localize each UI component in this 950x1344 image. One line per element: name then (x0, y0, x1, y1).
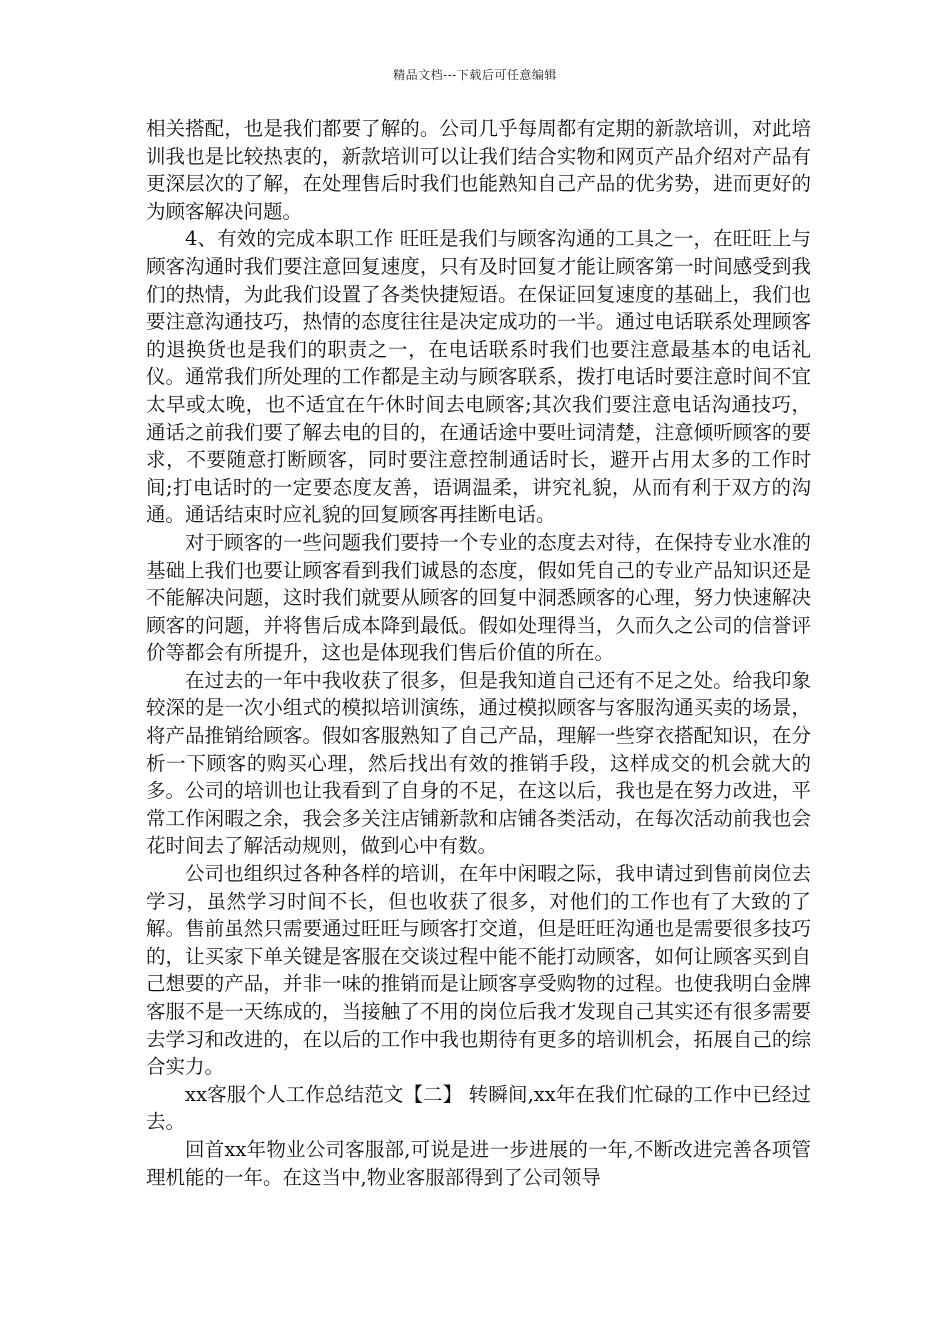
section-heading-paragraph: xx客服个人工作总结范文【二】 转瞬间,xx年在我们忙碌的工作中已经过去。 (146, 1082, 811, 1134)
paragraph-5: 公司也组织过各种各样的培训，在年中闲暇之际，我申请过到售前岗位去学习，虽然学习时间不长，但也收获了很多，对他们的工作也有了大致的了解。售前虽然只需要通过旺旺与顾客打交道，但是旺旺沟通也是需要很多技巧的，让买家下单关键是客服在交谈过程中能不能打动顾客，如何让顾客买到自己想要的产品，并非一味的推销而是让顾客享受购物的过程。也使我明白金牌客服不是一天练成的，当接触了不用的岗位后我才发现自己其实还有很多需要去学习和改进的，在以后的工作中我也期待有更多的培训机会，拓展自己的综合实力。 (146, 862, 811, 1079)
paragraph-7: 回首xx年物业公司客服部,可说是进一步进展的一年,不断改进完善各项管理机能的一年。在这当中,物业客服部得到了公司领导 (146, 1137, 811, 1189)
paragraph-2: 4、有效的完成本职工作 旺旺是我们与顾客沟通的工具之一，在旺旺上与顾客沟通时我们要注意回复速度，只有及时回复才能让顾客第一时间感受到我们的热情，为此我们设置了各类快捷短语。在保证回复速度的基础上，我们也要注意沟通技巧，热情的态度往往是决定成功的一半。通过电话联系处理顾客的退换货也是我们的职责之一，在电话联系时我们也要注意最基本的电话礼仪。通常我们所处理的工作都是主动与顾客联系，拨打电话时要注意时间不宜太早或太晚，也不适宜在午休时间去电顾客;其次我们要注意电话沟通技巧，通话之前我们要了解去电的目的，在通话途中要吐词清楚，注意倾听顾客的要求，不要随意打断顾客，同时要注意控制通话时长，避开占用太多的工作时间;打电话时的一定要态度友善，语调温柔，讲究礼貌，从而有利于双方的沟通。通话结束时应礼貌的回复顾客再挂断电话。 (146, 227, 811, 527)
page-header: 精品文档---下载后可任意编辑 (393, 68, 557, 82)
paragraph-3: 对于顾客的一些问题我们要持一个专业的态度去对待，在保持专业水准的基础上我们也要让顾客看到我们诚恳的态度，假如凭自己的专业产品知识还是不能解决问题，这时我们就要从顾客的回复中洞悉顾客的心理，努力快速解决顾客的问题，并将售后成本降到最低。假如处理得当，久而久之公司的信誉评价等都会有所提升，这也是体现我们售后价值的所在。 (146, 530, 811, 665)
document-body (146, 115, 811, 1191)
paragraph-4: 在过去的一年中我收获了很多，但是我知道自己还有不足之处。给我印象较深的是一次小组式的模拟培训演练，通过模拟顾客与客服沟通买卖的场景，将产品推销给顾客。假如客服熟知了自己产品，理解一些穿衣搭配知识，在分析一下顾客的购买心理，然后找出有效的推销手段，这样成交的机会就大的多。公司的培训也让我看到了自身的不足，在这以后，我也是在努力改进，平常工作闲暇之余，我会多关注店铺新款和店铺各类活动，在每次活动前我也会花时间去了解活动规则，做到心中有数。 (146, 668, 811, 858)
paragraph-1: 相关搭配，也是我们都要了解的。公司几乎每周都有定期的新款培训，对此培训我也是比较热衷的，新款培训可以让我们结合实物和网页产品介绍对产品有更深层次的了解，在处理售后时我们也能熟知自己产品的优劣势，进而更好的为顾客解决问题。 (146, 117, 811, 223)
